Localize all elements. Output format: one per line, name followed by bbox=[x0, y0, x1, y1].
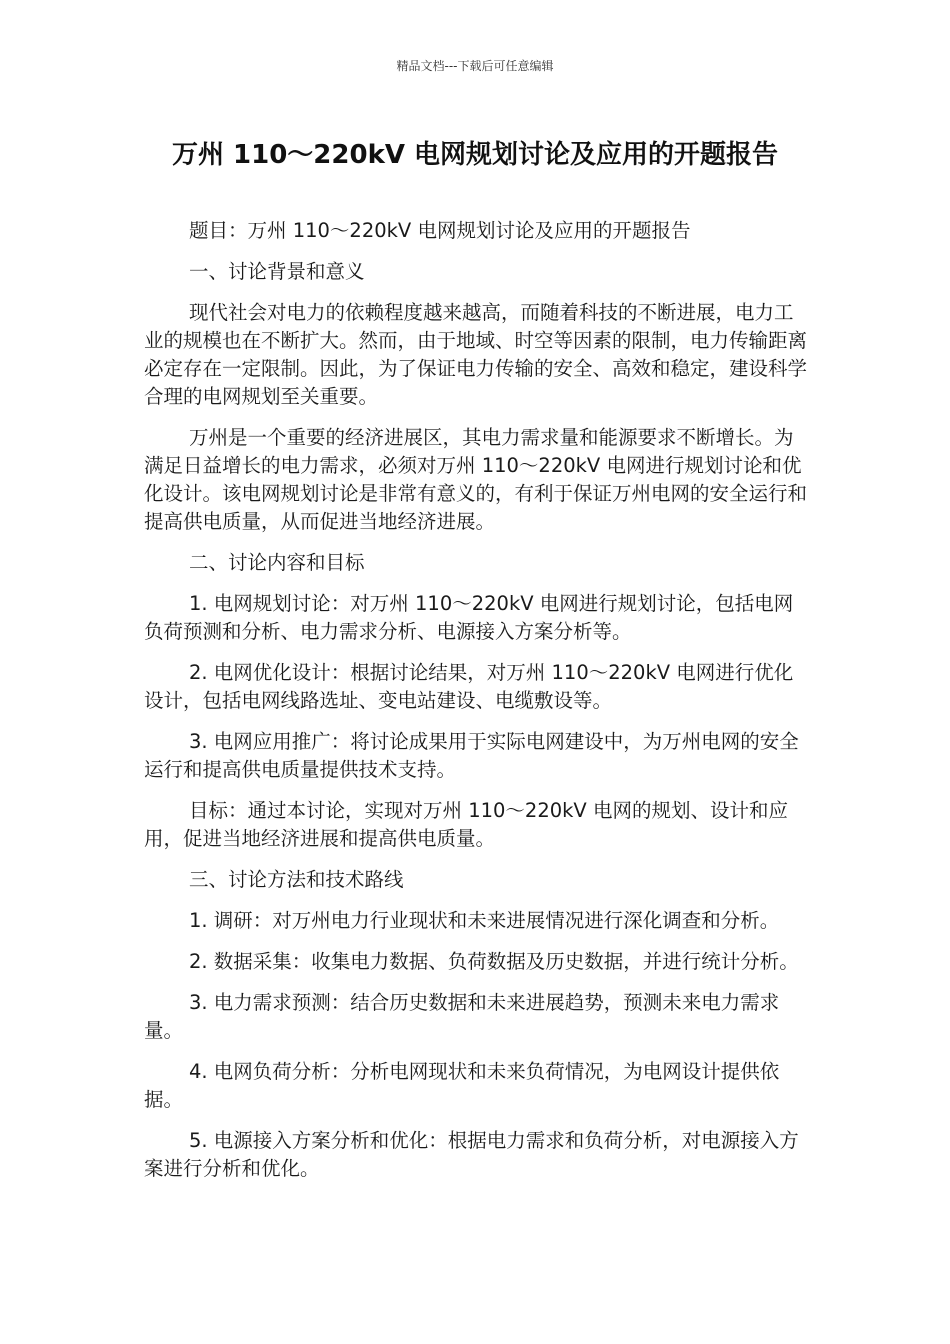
topic-line: 题目：万州 110～220kV 电网规划讨论及应用的开题报告 bbox=[189, 219, 691, 242]
list-item-survey: 1. 调研：对万州电力行业现状和未来进展情况进行深化调查和分析。 bbox=[189, 909, 780, 932]
list-item-source-access: 5. 电源接入方案分析和优化：根据电力需求和负荷分析，对电源接入方案进行分析和优化。 bbox=[144, 1129, 799, 1180]
list-item-application: 3. 电网应用推广：将讨论成果用于实际电网建设中，为万州电网的安全运行和提高供电质量提供技术支持。 bbox=[144, 730, 799, 781]
list-item-planning: 1. 电网规划讨论：对万州 110～220kV 电网进行规划讨论，包括电网负荷预测和分析、电力需求分析、电源接入方案分析等。 bbox=[144, 592, 794, 643]
paragraph-background: 现代社会对电力的依赖程度越来越高，而随着科技的不断进展，电力工业的规模也在不断扩大。然而，由于地域、时空等因素的限制，电力传输距离必定存在一定限制。因此，为了保证电力传输的安全、高效和稳定，建设科学合理的电网规划至关重要。 bbox=[144, 301, 808, 408]
document-body bbox=[144, 217, 810, 1196]
section-heading-background: 一、讨论背景和意义 bbox=[189, 260, 365, 283]
list-item-load-analysis: 4. 电网负荷分析：分析电网现状和未来负荷情况，为电网设计提供依据。 bbox=[144, 1060, 780, 1111]
paragraph-wanzhou-demand: 万州是一个重要的经济进展区，其电力需求量和能源要求不断增长。为满足日益增长的电力需求，必须对万州 110～220kV 电网进行规划讨论和优化设计。该电网规划讨论是非常有意义的，有利于保证万州电网的安全运行和提高供电质量，从而促进当地经济进展。 bbox=[144, 426, 808, 533]
section-heading-methods: 三、讨论方法和技术路线 bbox=[189, 868, 404, 891]
list-item-demand-forecast: 3. 电力需求预测：结合历史数据和未来进展趋势，预测未来电力需求量。 bbox=[144, 991, 780, 1042]
document-title: 万州 110～220kV 电网规划讨论及应用的开题报告 bbox=[171, 140, 779, 170]
section-heading-content-goals: 二、讨论内容和目标 bbox=[189, 551, 365, 574]
list-item-optimization: 2. 电网优化设计：根据讨论结果，对万州 110～220kV 电网进行优化设计，包括电网线路选址、变电站建设、电缆敷设等。 bbox=[144, 661, 794, 712]
page-header-watermark: 精品文档---下载后可任意编辑 bbox=[396, 59, 554, 73]
list-item-data-collection: 2. 数据采集：收集电力数据、负荷数据及历史数据，并进行统计分析。 bbox=[189, 950, 799, 973]
paragraph-goal: 目标：通过本讨论，实现对万州 110～220kV 电网的规划、设计和应用，促进当地经济进展和提高供电质量。 bbox=[144, 799, 788, 850]
